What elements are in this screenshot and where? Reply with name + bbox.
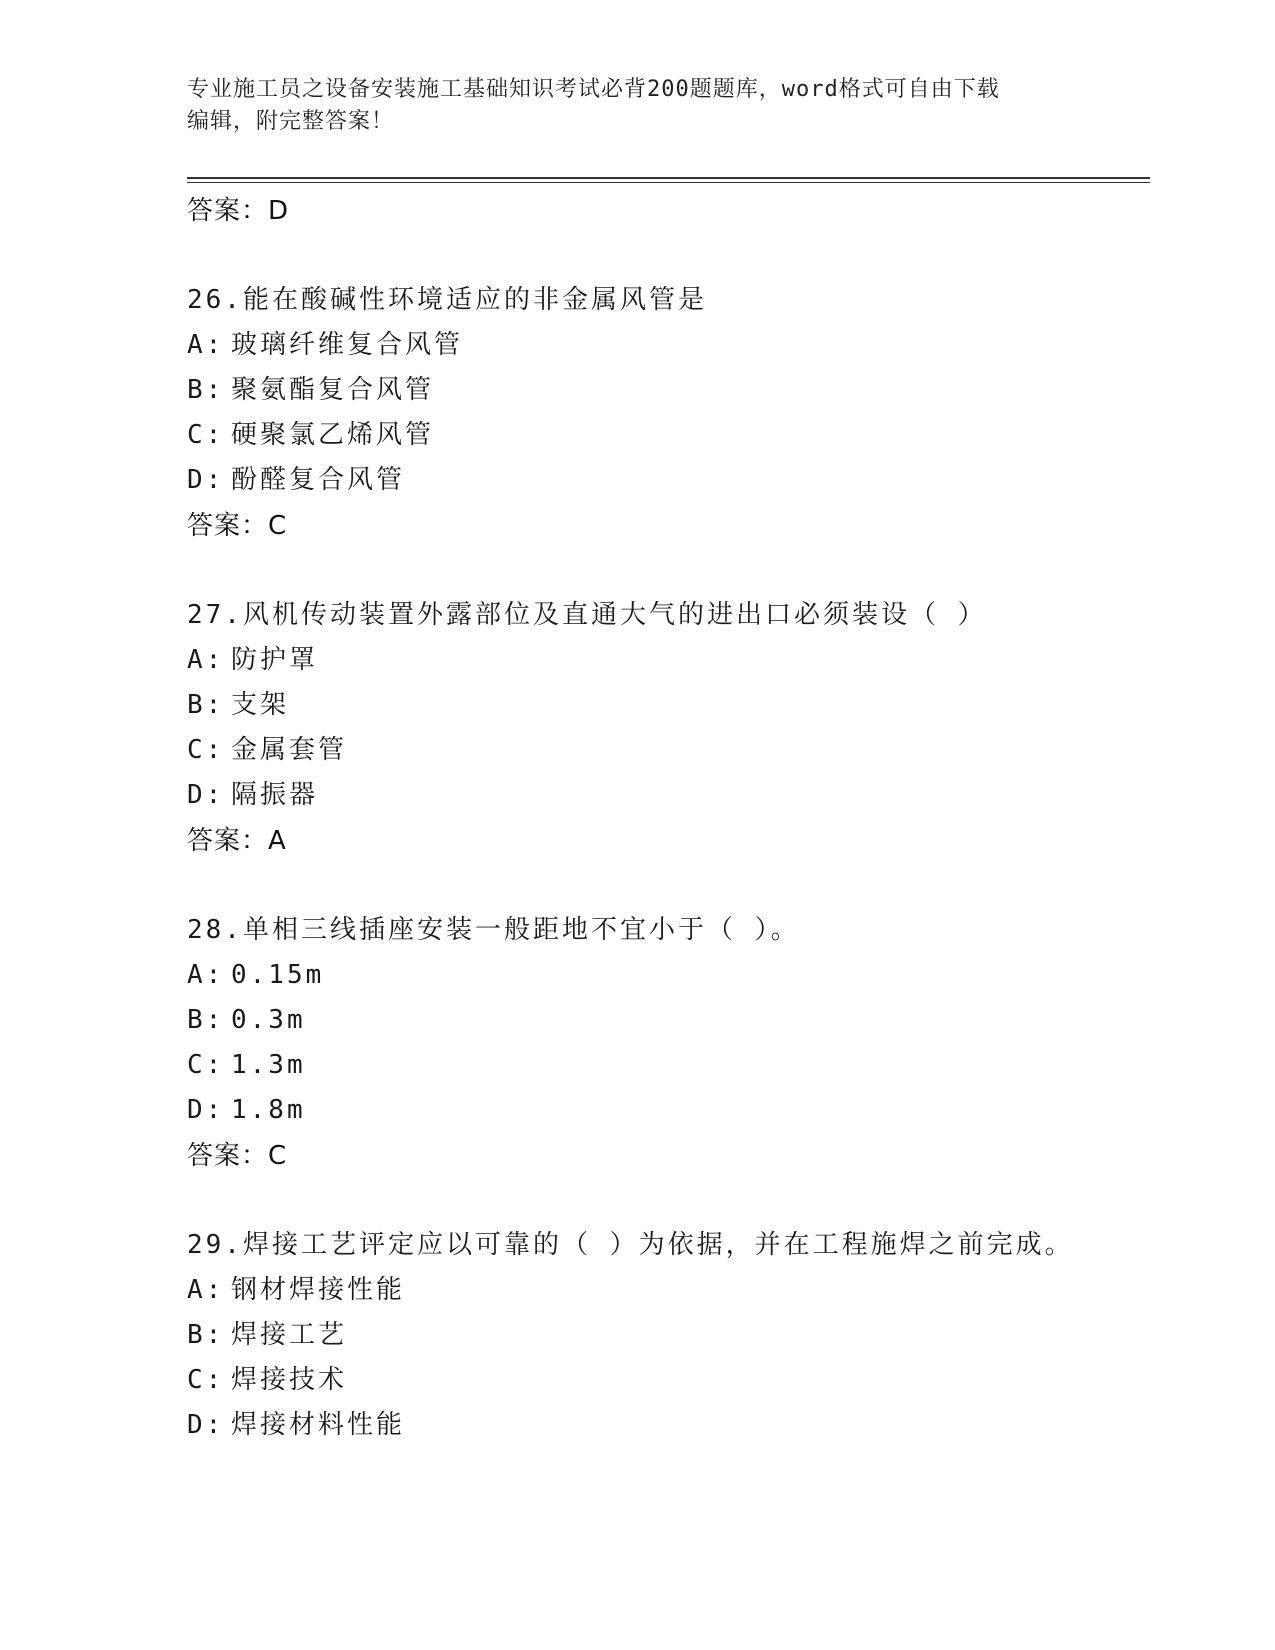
answer-line-27 (187, 818, 1150, 864)
question-26-option-b (187, 368, 1150, 413)
answer-line-28 (187, 1133, 1150, 1179)
option-key: C: (187, 735, 225, 765)
question-28-option-a (187, 953, 1150, 998)
option-key: B: (187, 1320, 225, 1350)
option-text: 隔振器 (231, 780, 319, 810)
header-divider-thick (187, 177, 1150, 179)
question-27-option-c (187, 728, 1150, 773)
option-key: B: (187, 1005, 225, 1035)
question-list (187, 188, 1150, 1448)
answer-label: 答案： (187, 196, 269, 226)
header-line-1: 专业施工员之设备安装施工基础知识考试必背200题题库，word格式可自由下载 (187, 77, 1000, 102)
option-text: 酚醛复合风管 (231, 465, 406, 495)
option-key: A: (187, 645, 225, 675)
question-28-option-c (187, 1043, 1150, 1088)
question-29-option-a (187, 1268, 1150, 1313)
option-key: D: (187, 1095, 225, 1125)
option-key: B: (187, 375, 225, 405)
option-text: 0.15m (231, 960, 325, 990)
spacer (187, 234, 1150, 278)
question-27-option-b (187, 683, 1150, 728)
option-text: 焊接材料性能 (231, 1410, 406, 1440)
answer-value: A (268, 826, 287, 856)
question-26-option-a (187, 323, 1150, 368)
option-key: A: (187, 330, 225, 360)
answer-line-26 (187, 503, 1150, 549)
answer-value: C (268, 1141, 288, 1171)
page-header (187, 74, 1077, 138)
option-key: C: (187, 1050, 225, 1080)
option-text: 焊接技术 (231, 1365, 348, 1395)
question-28-option-b (187, 998, 1150, 1043)
question-28-text: 28.单相三线插座安装一般距地不宜小于（ ）。 (187, 915, 800, 945)
question-28-option-d (187, 1088, 1150, 1133)
option-text: 1.8m (231, 1095, 306, 1125)
question-29-text: 29.焊接工艺评定应以可靠的（ ）为依据，并在工程施焊之前完成。 (187, 1230, 1074, 1260)
question-29-option-d (187, 1403, 1150, 1448)
question-29-option-b (187, 1313, 1150, 1358)
answer-value: C (268, 511, 288, 541)
option-key: B: (187, 690, 225, 720)
answer-label: 答案： (187, 511, 269, 541)
option-key: D: (187, 780, 225, 810)
question-26-option-d (187, 458, 1150, 503)
option-text: 防护罩 (231, 645, 319, 675)
question-27-text: 27.风机传动装置外露部位及直通大气的进出口必须装设（ ） (187, 600, 987, 630)
spacer (187, 549, 1150, 593)
option-text: 1.3m (231, 1050, 306, 1080)
spacer (187, 1179, 1150, 1223)
answer-label: 答案： (187, 826, 269, 856)
option-key: A: (187, 960, 225, 990)
answer-label: 答案： (187, 1141, 269, 1171)
option-key: A: (187, 1275, 225, 1305)
option-key: D: (187, 465, 225, 495)
option-text: 硬聚氯乙烯风管 (231, 420, 435, 450)
option-text: 玻璃纤维复合风管 (231, 330, 464, 360)
question-27-option-d (187, 773, 1150, 818)
option-key: C: (187, 420, 225, 450)
option-text: 钢材焊接性能 (231, 1275, 406, 1305)
option-text: 支架 (231, 690, 290, 720)
answer-line-25 (187, 188, 1150, 234)
question-26-option-c (187, 413, 1150, 458)
option-key: C: (187, 1365, 225, 1395)
header-divider-thin (187, 182, 1150, 183)
question-29-option-c (187, 1358, 1150, 1403)
spacer (187, 864, 1150, 908)
answer-value: D (268, 196, 290, 226)
option-key: D: (187, 1410, 225, 1440)
option-text: 焊接工艺 (231, 1320, 348, 1350)
question-27-option-a (187, 638, 1150, 683)
option-text: 聚氨酯复合风管 (231, 375, 435, 405)
question-26-text: 26.能在酸碱性环境适应的非金属风管是 (187, 285, 707, 315)
option-text: 金属套管 (231, 735, 348, 765)
header-line-2: 编辑，附完整答案！ (187, 109, 395, 134)
option-text: 0.3m (231, 1005, 306, 1035)
